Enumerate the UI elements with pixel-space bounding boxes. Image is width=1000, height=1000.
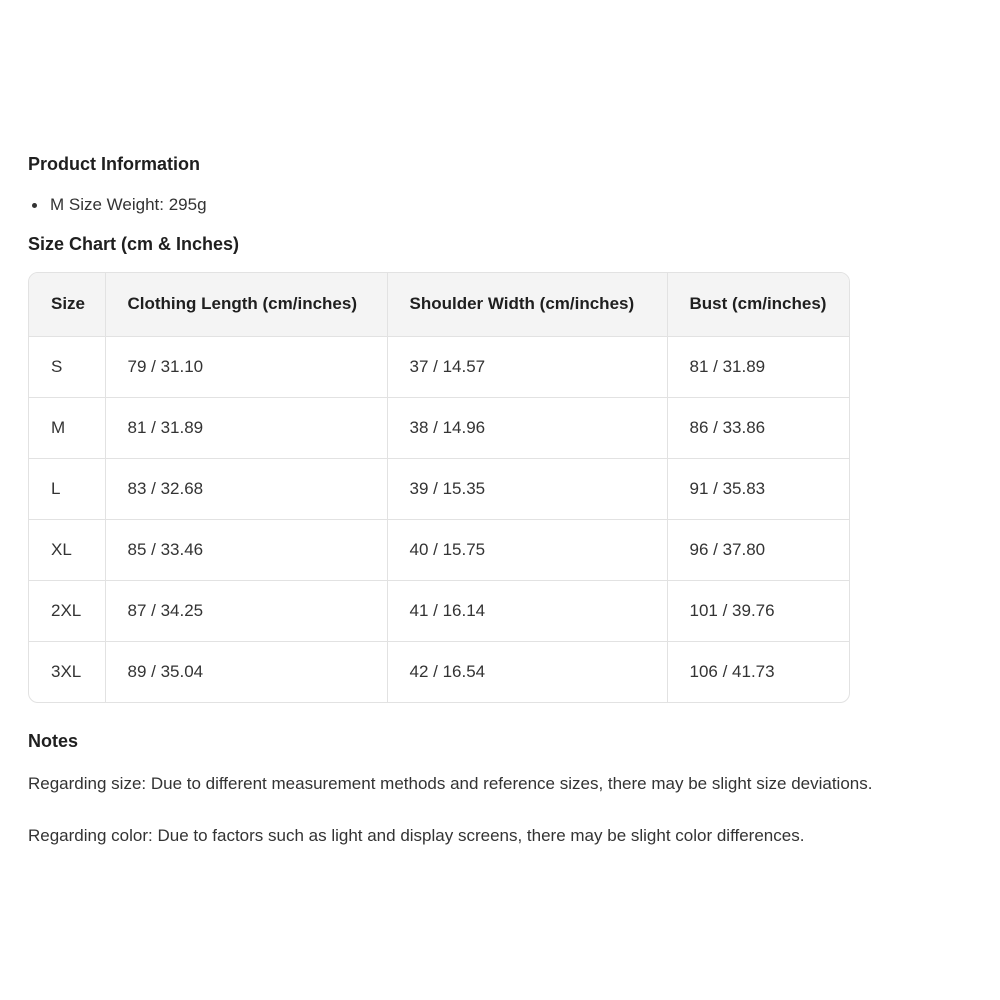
cell-clothing-length: 85 / 33.46: [105, 519, 387, 580]
cell-shoulder-width: 39 / 15.35: [387, 458, 667, 519]
cell-clothing-length: 79 / 31.10: [105, 336, 387, 397]
size-chart-title: Size Chart (cm & Inches): [28, 234, 240, 254]
cell-size: XL: [29, 519, 105, 580]
cell-shoulder-width: 38 / 14.96: [387, 397, 667, 458]
table-row: [29, 641, 849, 702]
cell-clothing-length: 83 / 32.68: [105, 458, 387, 519]
notes-heading: Notes: [28, 731, 79, 751]
cell-bust: 106 / 41.73: [689, 661, 775, 681]
table-row: [29, 580, 849, 641]
cell-size: 3XL: [29, 641, 105, 702]
table-row: [29, 458, 849, 519]
table-row: [29, 397, 849, 458]
product-details: [28, 150, 978, 849]
cell-shoulder-width: 37 / 14.57: [387, 336, 667, 397]
header-clothing-length: Clothing Length (cm/inches): [105, 273, 387, 336]
list-item-weight: M Size Weight: 295g: [50, 192, 978, 218]
header-size: Size: [29, 273, 105, 336]
cell-clothing-length: 81 / 31.89: [105, 397, 387, 458]
product-info-list: [28, 192, 978, 218]
table-row: [29, 519, 849, 580]
size-chart-table: [28, 272, 850, 703]
header-bust: Bust (cm/inches): [667, 273, 849, 336]
cell-shoulder-width: 42 / 16.54: [387, 641, 667, 702]
cell-shoulder-width: 41 / 16.14: [387, 580, 667, 641]
cell-clothing-length: 89 / 35.04: [105, 641, 387, 702]
note-color: Regarding color: Due to factors such as light and display screens, there may be slight color differences.: [28, 826, 805, 845]
cell-bust: 91 / 35.83: [667, 458, 849, 519]
cell-size: M: [29, 397, 105, 458]
cell-bust: 86 / 33.86: [667, 397, 849, 458]
cell-size: S: [29, 336, 105, 397]
cell-size: 2XL: [29, 580, 105, 641]
cell-bust: 101 / 39.76: [667, 580, 849, 641]
product-info-heading: Product Information: [28, 154, 200, 174]
cell-bust: 96 / 37.80: [667, 519, 849, 580]
cell-clothing-length: 87 / 34.25: [105, 580, 387, 641]
cell-shoulder-width: 40 / 15.75: [387, 519, 667, 580]
cell-size: L: [29, 458, 105, 519]
table-header-row: [29, 273, 849, 336]
header-shoulder-width: Shoulder Width (cm/inches): [387, 273, 667, 336]
note-size: Regarding size: Due to different measurement methods and reference sizes, there may be slight size deviations.: [28, 774, 873, 793]
table-row: [29, 336, 849, 397]
cell-bust: 81 / 31.89: [667, 336, 849, 397]
